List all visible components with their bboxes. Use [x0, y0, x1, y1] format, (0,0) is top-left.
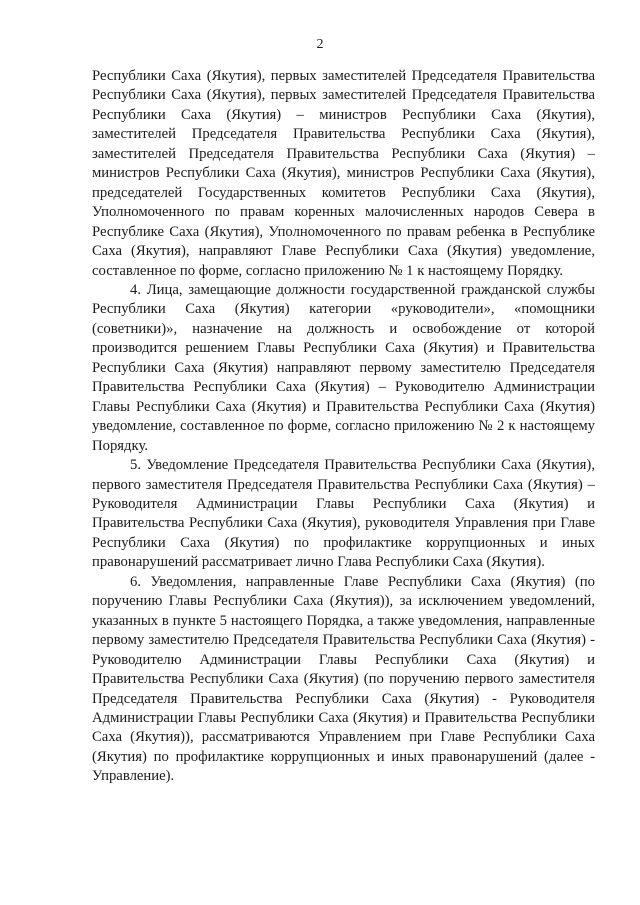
paragraph-item-5: 5. Уведомление Председателя Правительства Республики Саха (Якутия), первого заместителя Председателя Правительства Республики Саха (Якутия) – Руководителя Администрации Главы Республики Саха (Якутия) и Правительства Республики Саха (Якутия), руководителя Управления при Главе Республики Саха (Якутия) по профилактике коррупционных и иных правонарушений рассматривает лично Глава Республики Саха (Якутия).: [92, 457, 595, 571]
paragraph-item-6: 6. Уведомления, направленные Главе Республики Саха (Якутия) (по поручению Главы Республики Саха (Якутия)), за исключением уведомлений, указанных в пункте 5 настоящего Порядка, а также уведомления, направленные первому заместителю Председателя Правительства Республики Саха (Якутия) - Руководителю Администрации Главы Республики Саха (Якутия) и Правительства Республики Саха (Якутия) (по поручению первого заместителя Председателя Правительства Республики Саха (Якутия) - Руководителя Администрации Главы Республики Саха (Якутия) и Правительства Республики Саха (Якутия)), рассматриваются Управлением при Главе Республики Саха (Якутия) по профилактике коррупционных и иных правонарушений (далее - Управление).: [92, 573, 595, 785]
paragraph-continuation: Республики Саха (Якутия), первых заместителей Председателя Правительства Республики Саха (Якутия), первых заместителей Председателя Правительства Республики Саха (Якутия) – министров Республики Саха (Якутия), заместителей Председателя Правительства Республики Саха (Якутия), заместителей Председателя Правительства Республики Саха (Якутия) – министров Республики Саха (Якутия), министров Республики Саха (Якутия), председателей Государственных комитетов Республики Саха (Якутия), Уполномоченного по правам коренных малочисленных народов Севера в Республике Саха (Якутия), Уполномоченного по правам ребенка в Республике Саха (Якутия), направляют Главе Республики Саха (Якутия) уведомление, составленное по форме, согласно приложению № 1 к настоящему Порядку.: [92, 68, 595, 279]
document-body: [92, 67, 595, 787]
page-number: 2: [316, 37, 324, 52]
paragraph-item-4: 4. Лица, замещающие должности государственной гражданской службы Республики Саха (Якутия) категории «руководители», «помощники (советники)», назначение на должность и освобождение от которой производится решением Главы Республики Саха (Якутия) и Правительства Республики Саха (Якутия) направляют первому заместителю Председателя Правительства Республики Саха (Якутия) – Руководителю Администрации Главы Республики Саха (Якутия) и Правительства Республики Саха (Якутия) уведомление, составленное по форме, согласно приложению № 2 к настоящему Порядку.: [92, 281, 595, 454]
